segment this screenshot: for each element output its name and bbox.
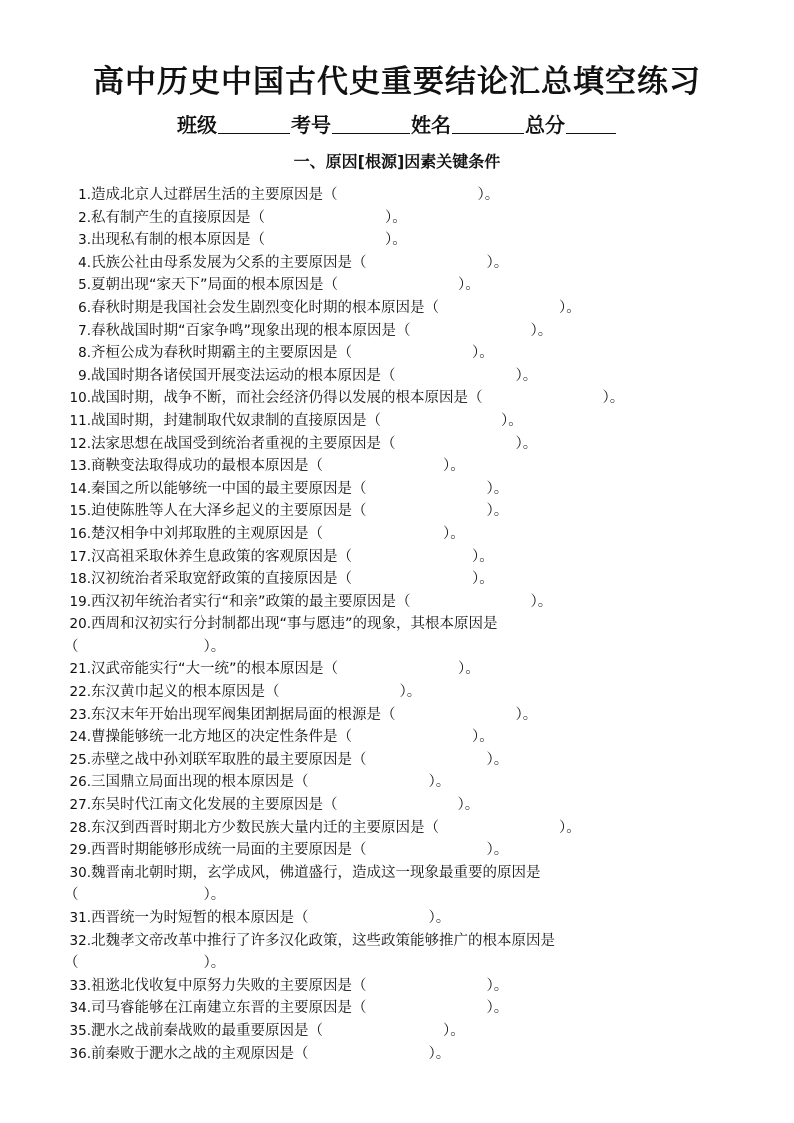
close-paren: ）。: [486, 1000, 509, 1017]
question-number: 22.: [69, 684, 91, 701]
question-text: 春秋战国时期“百家争鸣”现象出现的根本原因是（: [91, 322, 411, 339]
question-text: 北魏孝文帝改革中推行了许多汉化政策，这些政策能够推广的根本原因是: [91, 932, 555, 949]
question-text: 司马睿能够在江南建立东晋的主要原因是（: [91, 1000, 367, 1017]
question-item: [68, 207, 728, 230]
exam-no-blank[interactable]: [332, 113, 410, 134]
close-paren: ）。: [559, 819, 581, 836]
question-number: 12.: [69, 435, 91, 452]
close-paren: ）。: [486, 977, 509, 994]
question-item: [68, 433, 728, 456]
close-paren: ）。: [530, 322, 553, 339]
close-paren: ）。: [385, 209, 407, 226]
open-paren: （: [64, 638, 79, 655]
close-paren: ）。: [486, 503, 509, 520]
question-number: 5.: [78, 277, 91, 294]
question-item: [68, 274, 728, 297]
close-paren: ）。: [472, 345, 494, 362]
close-paren: ）。: [530, 593, 553, 610]
question-text: 夏朝出现“家天下”局面的根本原因是（: [91, 277, 339, 294]
question-number: 11.: [69, 412, 91, 429]
close-paren: ）。: [203, 955, 226, 972]
question-item: [68, 997, 728, 1020]
name-label: 姓名: [411, 113, 451, 137]
question-number: 25.: [69, 751, 91, 768]
question-item: [68, 613, 728, 636]
open-paren: （: [64, 955, 79, 972]
question-text: 西汉初年统治者实行“和亲”政策的最主要原因是（: [91, 593, 411, 610]
question-number: 35.: [69, 1022, 91, 1039]
question-number: 8.: [78, 345, 91, 362]
question-number: 36.: [69, 1045, 91, 1062]
question-item: [68, 252, 728, 275]
question-text: 楚汉相争中刘邦取胜的主观原因是（: [91, 525, 323, 542]
class-blank[interactable]: [218, 113, 290, 134]
question-number: 9.: [78, 367, 91, 384]
close-paren: ）。: [486, 842, 509, 859]
question-text: 东汉到西晋时期北方少数民族大量内迁的主要原因是（: [91, 819, 439, 836]
question-text: 前秦败于淝水之战的主观原因是（: [91, 1045, 309, 1062]
question-number: 2.: [78, 209, 91, 226]
question-number: 16.: [69, 525, 91, 542]
question-item: [68, 523, 728, 546]
question-item: [68, 681, 728, 704]
close-paren: ）。: [602, 390, 625, 407]
close-paren: ）。: [443, 525, 465, 542]
close-paren: ）。: [559, 299, 581, 316]
question-text: 战国时期，封建制取代奴隶制的直接原因是（: [91, 412, 381, 429]
question-item: [68, 930, 728, 953]
question-text: 战国时期，战争不断，而社会经济仍得以发展的根本原因是（: [91, 390, 483, 407]
close-paren: ）。: [501, 412, 523, 429]
close-paren: ）。: [457, 797, 480, 814]
close-paren: ）。: [458, 661, 480, 678]
question-text: 战国时期各诸侯国开展变法运动的根本原因是（: [91, 367, 396, 384]
name-blank[interactable]: [452, 113, 524, 134]
question-text: 商鞅变法取得成功的最根本原因是（: [91, 458, 323, 475]
exam-no-label: 考号: [291, 113, 331, 137]
question-text: 造成北京人过群居生活的主要原因是（: [91, 187, 338, 203]
question-item: [68, 500, 728, 523]
question-number: 21.: [69, 661, 91, 678]
question-text: 曹操能够统一北方地区的决定性条件是（: [91, 729, 352, 746]
question-item: [68, 658, 728, 681]
close-paren: ）。: [472, 571, 494, 588]
score-blank[interactable]: [566, 113, 616, 134]
question-item: [68, 546, 728, 569]
question-item: [68, 839, 728, 862]
question-number: 27.: [69, 797, 91, 814]
question-text: 齐桓公成为春秋时期霸主的主要原因是（: [91, 345, 352, 362]
question-text: 祖逖北伐收复中原努力失败的主要原因是（: [91, 977, 367, 994]
question-number: 15.: [69, 503, 91, 520]
question-item: [68, 342, 728, 365]
question-text: 东吴时代江南文化发展的主要原因是（: [91, 797, 338, 814]
question-text: 出现私有制的根本原因是（: [91, 232, 265, 249]
question-number: 17.: [69, 548, 91, 565]
question-text: 汉高祖采取休养生息政策的客观原因是（: [91, 548, 352, 565]
question-item: [68, 704, 728, 727]
open-paren: （: [64, 887, 79, 904]
question-number: 32.: [69, 932, 91, 949]
question-text: 汉武帝能实行“大一统”的根本原因是（: [91, 661, 339, 678]
close-paren: ）。: [203, 887, 226, 904]
question-number: 33.: [69, 977, 91, 994]
question-item: [68, 365, 728, 388]
question-item: [68, 387, 728, 410]
question-item: [68, 726, 728, 749]
question-item: [68, 817, 728, 840]
question-number: 14.: [69, 480, 91, 497]
question-text: 迫使陈胜等人在大泽乡起义的主要原因是（: [91, 503, 367, 520]
question-text: 西晋统一为时短暂的根本原因是（: [91, 910, 309, 926]
close-paren: ）。: [428, 774, 451, 791]
question-item: [68, 907, 728, 930]
student-info-line: [0, 111, 794, 139]
question-item: [68, 184, 728, 207]
question-number: 10.: [69, 390, 91, 407]
question-item: [68, 229, 728, 252]
question-continuation: [64, 952, 728, 975]
close-paren: ）。: [428, 910, 451, 926]
close-paren: ）。: [443, 458, 465, 475]
question-text: 秦国之所以能够统一中国的最主要原因是（: [91, 480, 367, 497]
question-text: 东汉黄巾起义的根本原因是（: [91, 684, 280, 701]
question-number: 3.: [78, 232, 91, 249]
question-number: 18.: [69, 571, 91, 588]
close-paren: ）。: [472, 729, 494, 746]
close-paren: ）。: [486, 751, 509, 768]
question-text: 春秋时期是我国社会发生剧烈变化时期的根本原因是（: [91, 299, 439, 316]
question-number: 13.: [69, 458, 91, 475]
question-item: [68, 410, 728, 433]
close-paren: ）。: [486, 254, 509, 271]
question-text: 淝水之战前秦战败的最重要原因是（: [91, 1022, 323, 1039]
question-list: [64, 184, 728, 1065]
question-number: 30.: [69, 864, 91, 881]
question-number: 23.: [69, 706, 91, 723]
question-number: 31.: [69, 910, 91, 926]
question-item: [68, 297, 728, 320]
question-text: 私有制产生的直接原因是（: [91, 209, 265, 226]
question-item: [68, 794, 728, 817]
score-label: 总分: [525, 113, 565, 137]
question-text: 赤壁之战中孙刘联军取胜的最主要原因是（: [91, 751, 367, 768]
question-item: [68, 1020, 728, 1043]
question-text: 法家思想在战国受到统治者重视的主要原因是（: [91, 435, 396, 452]
page-title: 高中历史中国古代史重要结论汇总填空练习: [93, 64, 701, 100]
question-number: 28.: [69, 819, 91, 836]
question-text: 东汉末年开始出现军阀集团割据局面的根源是（: [91, 706, 396, 723]
close-paren: ）。: [515, 706, 538, 723]
question-item: [68, 478, 728, 501]
question-item: [68, 975, 728, 998]
close-paren: ）。: [203, 638, 226, 655]
question-number: 20.: [69, 616, 91, 633]
question-item: [68, 1043, 728, 1066]
close-paren: ）。: [458, 277, 480, 294]
question-item: [68, 749, 728, 772]
close-paren: ）。: [399, 684, 422, 701]
question-number: 19.: [69, 593, 91, 610]
question-text: 汉初统治者采取宽舒政策的直接原因是（: [91, 571, 352, 588]
question-item: [68, 320, 728, 343]
question-text: 魏晋南北朝时期，玄学成风，佛道盛行，造成这一现象最重要的原因是: [91, 864, 541, 881]
question-number: 34.: [69, 1000, 91, 1017]
question-item: [68, 862, 728, 885]
question-text: 西周和汉初实行分封制都出现“事与愿违”的现象，其根本原因是: [91, 616, 498, 633]
close-paren: ）。: [443, 1022, 465, 1039]
class-label: 班级: [177, 113, 217, 137]
close-paren: ）。: [428, 1045, 451, 1062]
question-item: [68, 568, 728, 591]
question-continuation: [64, 636, 728, 659]
question-number: 29.: [69, 842, 91, 859]
close-paren: ）。: [515, 435, 538, 452]
question-number: 26.: [69, 774, 91, 791]
question-continuation: [64, 884, 728, 907]
question-number: 7.: [78, 322, 91, 339]
question-item: [68, 771, 728, 794]
section-title: 一、原因[根源]因素关键条件: [293, 152, 501, 171]
question-item: [68, 591, 728, 614]
question-number: 24.: [69, 729, 91, 746]
close-paren: ）。: [477, 187, 500, 203]
close-paren: ）。: [486, 480, 509, 497]
close-paren: ）。: [472, 548, 494, 565]
close-paren: ）。: [385, 232, 407, 249]
question-text: 三国鼎立局面出现的根本原因是（: [91, 774, 309, 791]
question-number: 1.: [78, 187, 91, 203]
question-number: 4.: [78, 254, 91, 271]
question-number: 6.: [78, 299, 91, 316]
question-item: [68, 455, 728, 478]
question-text: 西晋时期能够形成统一局面的主要原因是（: [91, 842, 367, 859]
close-paren: ）。: [515, 367, 538, 384]
question-text: 氏族公社由母系发展为父系的主要原因是（: [91, 254, 367, 271]
